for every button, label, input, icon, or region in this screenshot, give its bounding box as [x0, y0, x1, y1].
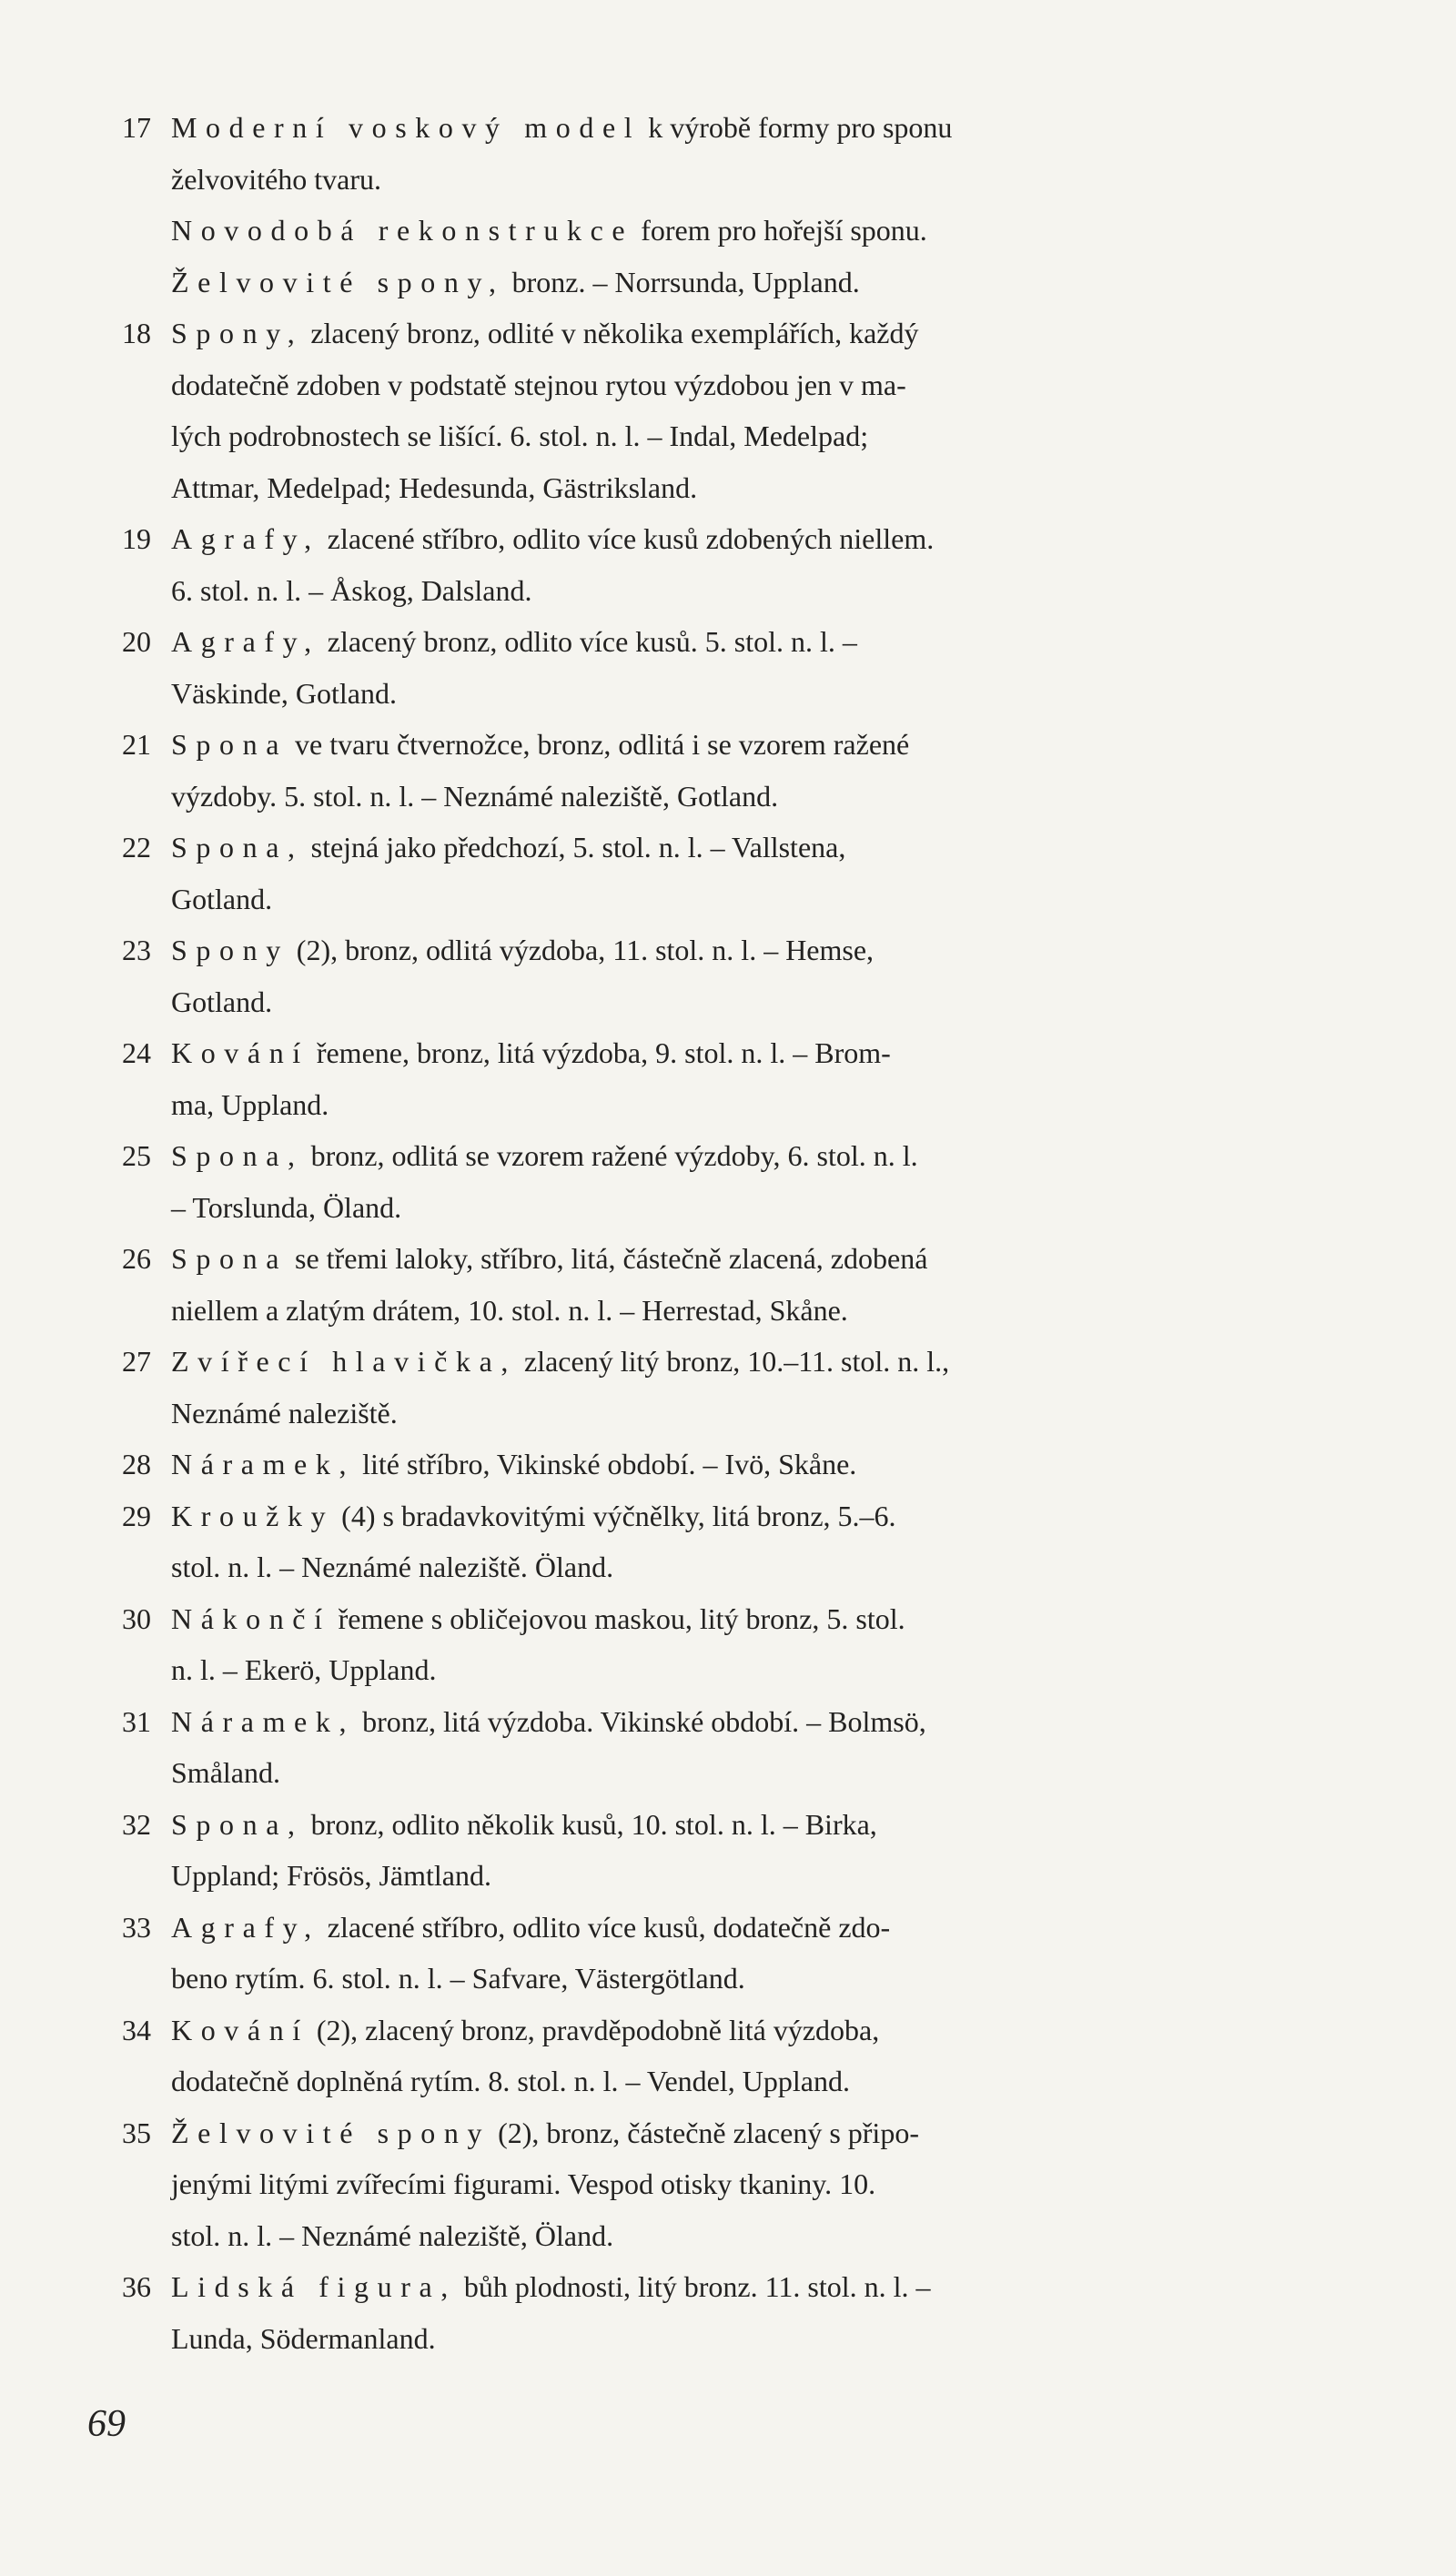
entry-description: řemene s obličejovou maskou, litý bronz, 5. stol.: [330, 1601, 905, 1635]
entry-description: výzdoby. 5. stol. n. l. – Neznámé naleziště, Gotland.: [171, 779, 779, 813]
catalog-entry: [122, 2261, 1168, 2364]
entry-number: 36: [122, 2270, 151, 2303]
entry-description: stejná jako předchozí, 5. stol. n. l. – Vallstena,: [303, 831, 846, 864]
entry-line: [171, 1027, 1168, 1079]
entry-text: [171, 1439, 1168, 1490]
entry-line: [171, 205, 1168, 257]
entry-description: Gotland.: [171, 985, 273, 1018]
entry-text: [171, 102, 1168, 308]
entry-line: [171, 976, 1168, 1028]
catalog-entry: [122, 1593, 1168, 1696]
catalog-entry: [122, 102, 1168, 308]
entry-term: Spona,: [171, 1139, 304, 1172]
entry-number: 22: [122, 831, 151, 864]
entry-description: dodatečně zdoben v podstatě stejnou rytou výzdobou jen v ma-: [171, 368, 906, 401]
entry-description: – Torslunda, Öland.: [171, 1190, 402, 1224]
entry-number: 35: [122, 2116, 151, 2149]
catalog-entry: [122, 822, 1168, 924]
entry-term: Spona,: [171, 1807, 304, 1841]
entry-term: Spona,: [171, 831, 304, 864]
entry-text: [171, 1593, 1168, 1696]
catalog-entries: [122, 102, 1168, 2364]
entry-term: Agrafy,: [171, 1910, 320, 1944]
entry-number: 31: [122, 1704, 151, 1738]
catalog-entry: [122, 1027, 1168, 1130]
entry-line: [171, 1850, 1168, 1902]
entry-term: Nákončí: [171, 1601, 331, 1635]
entry-description: zlacené stříbro, odlito více kusů, dodatečně zdo-: [319, 1910, 891, 1944]
entry-number: 34: [122, 2013, 151, 2046]
entry-number: 20: [122, 625, 151, 658]
entry-line: [171, 1490, 1168, 1542]
entry-line: [171, 257, 1168, 308]
entry-number: 32: [122, 1807, 151, 1841]
entry-text: [171, 924, 1168, 1027]
entry-number: 27: [122, 1345, 151, 1378]
catalog-entry: [122, 513, 1168, 616]
entry-text: [171, 1696, 1168, 1799]
entry-number: 30: [122, 1601, 151, 1635]
entry-text: [171, 2261, 1168, 2364]
entry-line: [171, 1541, 1168, 1593]
entry-text: [171, 1799, 1168, 1902]
entry-description: (2), bronz, částečně zlacený s připo-: [490, 2116, 919, 2149]
entry-description: bronz, odlito několik kusů, 10. stol. n. l. – Birka,: [303, 1807, 877, 1841]
entry-line: [171, 1285, 1168, 1337]
entry-number: 28: [122, 1448, 151, 1480]
catalog-entry: [122, 719, 1168, 822]
entry-term: Moderní voskový model: [171, 111, 642, 144]
catalog-entry: [122, 1233, 1168, 1336]
entry-number: 33: [122, 1910, 151, 1944]
catalog-entry: [122, 2107, 1168, 2262]
entry-term: Lidská figura,: [171, 2270, 457, 2303]
entry-line: [171, 308, 1168, 359]
entry-description: 6. stol. n. l. – Åskog, Dalsland.: [171, 573, 532, 607]
entry-line: [171, 1079, 1168, 1131]
entry-number: 26: [122, 1242, 151, 1275]
entry-term: Spona: [171, 1242, 288, 1275]
entry-term: Zvířecí hlavička,: [171, 1345, 517, 1378]
entry-term: Kroužky: [171, 1499, 335, 1532]
entry-line: [171, 668, 1168, 720]
catalog-entry: [122, 1490, 1168, 1593]
entry-description: se třemi laloky, stříbro, litá, částečně zlacená, zdobená: [288, 1242, 928, 1275]
entry-line: [171, 822, 1168, 874]
entry-number: 29: [122, 1499, 151, 1532]
entry-description: stol. n. l. – Neznámé naleziště, Öland.: [171, 2218, 614, 2252]
entry-line: [171, 1439, 1168, 1490]
entry-text: [171, 1027, 1168, 1130]
entry-text: [171, 616, 1168, 719]
entry-description: želvovitého tvaru.: [171, 162, 382, 196]
entry-description: (4) s bradavkovitými výčnělky, litá bronz, 5.–6.: [334, 1499, 896, 1532]
entry-description: Neznámé naleziště.: [171, 1396, 398, 1429]
entry-description: lité stříbro, Vikinské období. – Ivö, Skåne.: [355, 1448, 857, 1480]
entry-line: [171, 102, 1168, 154]
entry-description: jenými litými zvířecími figurami. Vespod otisky tkaniny. 10.: [171, 2167, 876, 2200]
catalog-entry: [122, 308, 1168, 513]
entry-term: Spony,: [171, 317, 304, 349]
entry-line: [171, 1233, 1168, 1285]
entry-line: [171, 874, 1168, 925]
entry-number: 17: [122, 111, 151, 144]
entry-text: [171, 822, 1168, 924]
entry-description: Väskinde, Gotland.: [171, 676, 397, 710]
catalog-entry: [122, 616, 1168, 719]
entry-description: zlacený litý bronz, 10.–11. stol. n. l.,: [516, 1345, 950, 1378]
entry-text: [171, 719, 1168, 822]
entry-description: beno rytím. 6. stol. n. l. – Safvare, Västergötland.: [171, 1962, 745, 1995]
entry-term: Spony: [171, 934, 289, 966]
entry-text: [171, 1233, 1168, 1336]
entry-text: [171, 513, 1168, 616]
entry-line: [171, 1953, 1168, 2005]
page-number: 69: [87, 2403, 126, 2445]
entry-line: [171, 719, 1168, 771]
entry-line: [171, 462, 1168, 514]
entry-description: dodatečně doplněná rytím. 8. stol. n. l. – Vendel, Uppland.: [171, 2065, 850, 2097]
entry-number: 21: [122, 728, 151, 761]
entry-line: [171, 2107, 1168, 2159]
entry-line: [171, 2005, 1168, 2056]
entry-line: [171, 565, 1168, 617]
catalog-entry: [122, 1130, 1168, 1233]
entry-line: [171, 2210, 1168, 2262]
entry-description: bronz, odlitá se vzorem ražené výzdoby, 6. stol. n. l.: [303, 1139, 918, 1172]
entry-term: Kování: [171, 1036, 309, 1069]
catalog-entry: [122, 924, 1168, 1027]
entry-description: bůh plodnosti, litý bronz. 11. stol. n. l. –: [456, 2270, 931, 2303]
catalog-entry: [122, 1696, 1168, 1799]
entry-term: Agrafy,: [171, 522, 320, 555]
entry-line: [171, 1747, 1168, 1799]
entry-line: [171, 513, 1168, 565]
entry-line: [171, 2056, 1168, 2107]
entry-line: [171, 1799, 1168, 1851]
catalog-entry: [122, 1439, 1168, 1490]
entry-line: [171, 1696, 1168, 1748]
entry-line: [171, 1593, 1168, 1645]
entry-description: bronz, litá výzdoba. Vikinské období. – Bolmsö,: [355, 1704, 926, 1738]
entry-line: [171, 1388, 1168, 1440]
entry-term: Náramek,: [171, 1704, 356, 1738]
entry-description: stol. n. l. – Neznámé naleziště. Öland.: [171, 1551, 614, 1583]
entry-description: zlacené stříbro, odlito více kusů zdobených niellem.: [319, 522, 935, 555]
entry-term: Náramek,: [171, 1448, 356, 1480]
entry-number: 18: [122, 317, 151, 349]
entry-number: 24: [122, 1036, 151, 1069]
entry-line: [171, 410, 1168, 462]
entry-line: [171, 154, 1168, 206]
entry-description: niellem a zlatým drátem, 10. stol. n. l. – Herrestad, Skåne.: [171, 1293, 848, 1327]
entry-text: [171, 1902, 1168, 2005]
entry-line: [171, 1182, 1168, 1234]
entry-description: bronz. – Norrsunda, Uppland.: [504, 265, 860, 298]
entry-term: Želvovité spony,: [171, 265, 505, 298]
entry-line: [171, 2261, 1168, 2313]
entry-description: Uppland; Frösös, Jämtland.: [171, 1859, 491, 1892]
entry-term: Kování: [171, 2013, 309, 2046]
entry-description: řemene, bronz, litá výzdoba, 9. stol. n. l. – Brom-: [308, 1036, 891, 1069]
catalog-entry: [122, 1336, 1168, 1439]
entry-description: forem pro hořejší sponu.: [633, 214, 927, 247]
entry-description: Attmar, Medelpad; Hedesunda, Gästriksland.: [171, 470, 698, 504]
entry-description: zlacený bronz, odlité v několika exemplářích, každý: [303, 317, 919, 349]
entry-text: [171, 2005, 1168, 2107]
catalog-entry: [122, 1799, 1168, 1902]
entry-line: [171, 1130, 1168, 1182]
catalog-entry: [122, 1902, 1168, 2005]
entry-line: [171, 1644, 1168, 1696]
entry-text: [171, 2107, 1168, 2262]
entry-line: [171, 359, 1168, 411]
entry-description: k výrobě formy pro sponu: [641, 111, 953, 144]
entry-text: [171, 1336, 1168, 1439]
entry-number: 19: [122, 522, 151, 555]
entry-line: [171, 1902, 1168, 1954]
entry-number: 25: [122, 1139, 151, 1172]
entry-term: Novodobá rekonstrukce: [171, 214, 634, 247]
entry-description: (2), zlacený bronz, pravděpodobně litá výzdoba,: [308, 2013, 880, 2046]
entry-line: [171, 771, 1168, 823]
entry-description: (2), bronz, odlitá výzdoba, 11. stol. n. l. – Hemse,: [288, 934, 875, 966]
entry-line: [171, 2313, 1168, 2365]
entry-text: [171, 1130, 1168, 1233]
entry-description: Småland.: [171, 1756, 280, 1789]
entry-description: lých podrobnostech se lišící. 6. stol. n. l. – Indal, Medelpad;: [171, 419, 869, 452]
entry-line: [171, 616, 1168, 668]
entry-term: Spona: [171, 728, 288, 761]
entry-text: [171, 1490, 1168, 1593]
entry-line: [171, 2158, 1168, 2210]
entry-description: Lunda, Södermanland.: [171, 2321, 436, 2355]
entry-term: Agrafy,: [171, 625, 320, 658]
entry-line: [171, 924, 1168, 976]
catalog-entry: [122, 2005, 1168, 2107]
entry-term: Želvovité spony: [171, 2116, 491, 2149]
entry-description: ma, Uppland.: [171, 1087, 329, 1121]
entry-text: [171, 308, 1168, 513]
entry-description: ve tvaru čtvernožce, bronz, odlitá i se vzorem ražené: [288, 728, 910, 761]
entry-description: Gotland.: [171, 882, 273, 915]
entry-description: n. l. – Ekerö, Uppland.: [171, 1653, 437, 1686]
entry-description: zlacený bronz, odlito více kusů. 5. stol. n. l. –: [319, 625, 857, 658]
entry-number: 23: [122, 934, 151, 966]
entry-line: [171, 1336, 1168, 1388]
